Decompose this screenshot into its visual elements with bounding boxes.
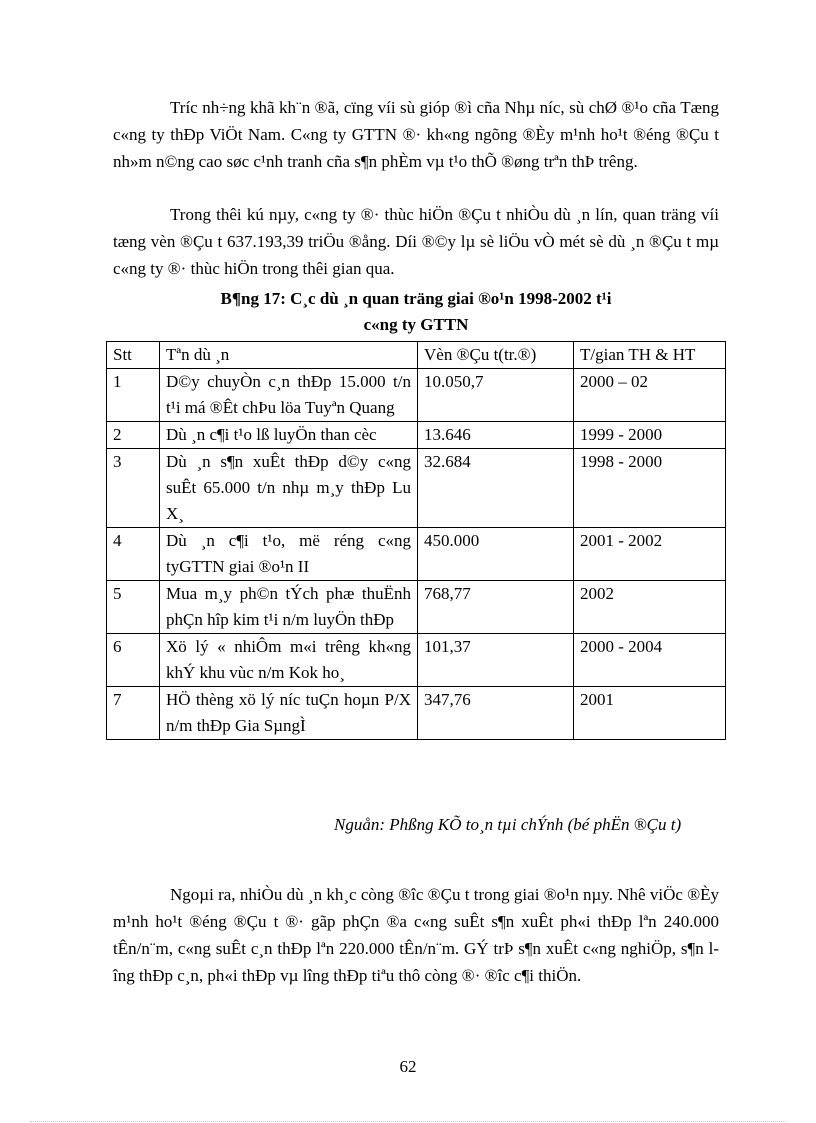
cell-stt: 4 — [107, 528, 160, 581]
cell-project-name: D©y chuyÒn c¸n thÐp 15.000 t/n t¹i má ®Êt chÞu löa Tuyªn Quang — [160, 369, 418, 422]
cell-project-name: Mua m¸y ph©n tÝch phæ thuËnh phÇn hîp kim t¹i n/m luyÖn thÐp — [160, 581, 418, 634]
page-number: 62 — [399, 1057, 417, 1076]
cell-stt: 2 — [107, 422, 160, 449]
cell-timeframe: 2001 — [574, 687, 726, 740]
cell-capital: 10.050,7 — [418, 369, 574, 422]
table-row — [107, 422, 726, 449]
cell-capital: 101,37 — [418, 634, 574, 687]
projects-table — [106, 341, 726, 740]
cell-stt: 6 — [107, 634, 160, 687]
cell-capital: 450.000 — [418, 528, 574, 581]
table-row — [107, 634, 726, 687]
table-source-note: Nguån: Phßng KÕ to¸n tµi chÝnh (bé phËn ®Çu t) — [334, 815, 682, 834]
header-capital: Vèn ®Çu t(tr.®) — [418, 342, 574, 369]
cell-project-name: Dù ¸n s¶n xuÊt thÐp d©y c«ng suÊt 65.000 t/n nhµ m¸y thÐp Lu X¸ — [160, 449, 418, 528]
cell-timeframe: 2001 - 2002 — [574, 528, 726, 581]
cell-project-name: Xö lý « nhiÔm m«i trêng kh«ng khÝ khu vùc n/m Kok ho¸ — [160, 634, 418, 687]
header-project-name: Tªn dù ¸n — [160, 342, 418, 369]
table-row — [107, 369, 726, 422]
cell-timeframe: 2000 - 2004 — [574, 634, 726, 687]
cell-capital: 347,76 — [418, 687, 574, 740]
header-timeframe: T/gian TH & HT — [574, 342, 726, 369]
cell-stt: 5 — [107, 581, 160, 634]
paragraph-intro: Tríc nh÷ng khã kh¨n ®ã, cïng víi sù gióp ®ì cña Nhµ níc, sù chØ ®¹o cña Tæng c«ng ty thÐp ViÖt Nam. C«ng ty GTTN ®· kh«ng ngõng ®Èy m¹nh ho¹t ®éng ®Çu t nh»m n©ng cao søc c¹nh tranh cña s¶n phÈm vµ t¹o thÕ ®øng trªn thÞ trêng. — [113, 98, 719, 171]
cell-project-name: Dù ¸n c¶i t¹o, më réng c«ng tyGTTN giai ®o¹n II — [160, 528, 418, 581]
table-row — [107, 581, 726, 634]
paragraph-conclusion: Ngoµi ra, nhiÒu dù ¸n kh¸c còng ®îc ®Çu t trong giai ®o¹n nµy. Nhê viÖc ®Èy m¹nh ho¹t ®éng ®Çu t ®· gãp phÇn ®a c«ng suÊt s¶n xuÊt ph«i thÐp lªn 240.000 tÊn/n¨m, c«ng suÊt c¸n thÐp lªn 220.000 tÊn/n¨m. GÝ trÞ s¶n xuÊt c«ng nghiÖp, s¶n lîng thÐp c¸n, ph«i thÐp vµ lîng thÐp tiªu thô còng ®· ®îc c¶i thiÖn. — [113, 885, 719, 985]
table-row — [107, 528, 726, 581]
cell-project-name: Dù ¸n c¶i t¹o lß luyÖn than cèc — [160, 422, 418, 449]
cell-capital: 32.684 — [418, 449, 574, 528]
header-stt: Stt — [107, 342, 160, 369]
cell-capital: 768,77 — [418, 581, 574, 634]
paragraph-investment: Trong thêi kú nµy, c«ng ty ®· thùc hiÖn ®Çu t nhiÒu dù ¸n lín, quan träng víi tæng vèn ®Çu t 637.193,39 triÖu ®ång. Díi ®©y lµ sè liÖu vÒ mét sè dù ¸n ®Çu t mµ c«ng ty ®· thùc hiÖn trong thêi gian qua. — [113, 205, 719, 278]
cell-stt: 1 — [107, 369, 160, 422]
table-caption-continued: c«ng ty GTTN — [363, 315, 469, 334]
table-row — [107, 449, 726, 528]
cell-timeframe: 2000 – 02 — [574, 369, 726, 422]
page-bottom-divider — [30, 1121, 786, 1122]
cell-capital: 13.646 — [418, 422, 574, 449]
cell-timeframe: 1999 - 2000 — [574, 422, 726, 449]
cell-timeframe: 2002 — [574, 581, 726, 634]
table-caption: B¶ng 17: C¸c dù ¸n quan träng giai ®o¹n 1998-2002 t¹i — [220, 289, 612, 308]
table-header-row — [107, 342, 726, 369]
cell-stt: 7 — [107, 687, 160, 740]
cell-timeframe: 1998 - 2000 — [574, 449, 726, 528]
cell-project-name: HÖ thèng xö lý níc tuÇn hoµn P/X n/m thÐp Gia SµngÌ — [160, 687, 418, 740]
cell-stt: 3 — [107, 449, 160, 528]
table-row — [107, 687, 726, 740]
